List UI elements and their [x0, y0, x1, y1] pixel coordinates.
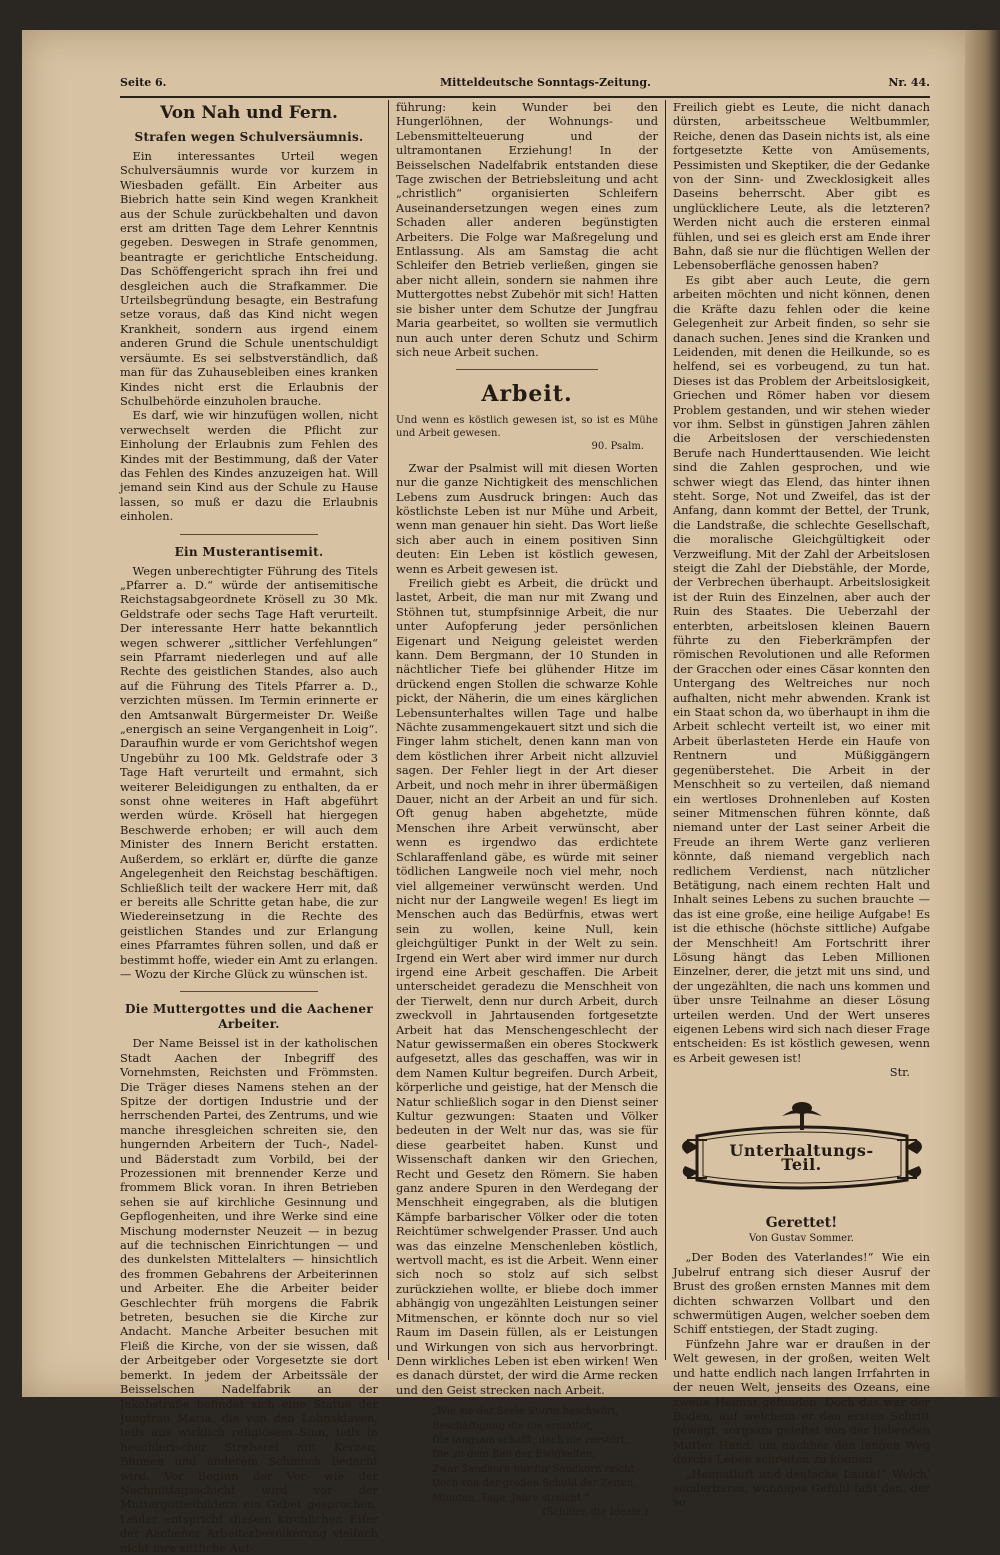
story-paragraph: „Heimatluft und deutsche Laute!“ Welch' sonderbares, wonniges Gefühl faßt den, der so — [673, 1466, 930, 1510]
section-title: Von Nah und Fern. — [160, 103, 338, 123]
header-rule — [120, 96, 930, 98]
article-paragraph: Es darf, wie wir hinzufügen wollen, nicht verwechselt werden die Pflicht zur Einholung der Erlaubnis zum Fehlen des Kindes mit der Bestimmung, daß der Vater das Fehlen des Kindes anzuzeigen hat. Will jemand sein Kind aus der Schule zu Hause lassen, so muß er dazu die Erlaubnis einholen. — [120, 408, 378, 524]
banner-title: Unterhaltungs-Teil. — [729, 1140, 874, 1175]
poem-quote — [432, 1405, 658, 1520]
article-paragraph: Wegen unberechtigter Führung des Titels „Pfarrer a. D.“ würde der antisemitische Reichstagsabgeordnete Krösell zu 30 Mk. Geldstrafe oder sechs Tage Haft verurteilt. Der interessante Herr hatte bekanntlich wegen schwerer „sittlicher Verfehlungen“ sein Pfarramt niederlegen und auf alle Rechte des geistlichen Standes, also auch auf die Führung des Titels Pfarrer a. D., verzichten müssen. Im Termin erinnerte er den Amtsanwalt Bürgermeister Dr. Weiße „energisch an seine Vergangenheit in Loig“. Daraufhin wurde er vom Gerichtshof wegen Ungebühr zu 100 Mk. Geldstrafe oder 3 Tage Haft verurteilt und ermahnt, sich weiterer Beleidigungen zu enthalten, da er sonst ohne weiteres in Haft abgeführt werden würde. Krösell hat hiergegen Beschwerde erhoben; er will auch dem Minister des Innern Bericht erstatten. Außerdem, so erklärt er, dürfte die ganze Angelegenheit den Reichstag beschäftigen. Schließlich teilt der wackere Herr mit, daß er bereits alle Schritte getan habe, die zur Wiedereinsetzung in die Rechte des geistlichen Standes und zur Erlangung eines Pfarramtes führen sollen, und daß er bestimmt hoffe, wieder ein Amt zu erlangen. — Wozu der Kirche Glück zu wünschen ist. — [120, 563, 378, 981]
epigraph: Und wenn es köstlich gewesen ist, so ist es Mühe und Arbeit gewesen. — [396, 415, 658, 440]
story-paragraph: Fünfzehn Jahre war er draußen in der Welt gewesen, in der großen, weiten Welt und hatte endlich nach langen Irrfahrten in der neuen Welt, jenseits des Ozeans, eine zweite Heimat gefunden. Doch das war der Boden, auf welchem er den ersten Schritt gewagt, sorgsam geleitet von der liebenden Mutter Hand, um nachher den langen Weg durchs Leben schreiten zu können. — [673, 1336, 930, 1467]
article-paragraph: Der Name Beissel ist in der katholischen Stadt Aachen der Inbegriff des Vornehmsten, Reichsten und Frömmsten. Die Träger dieses Namens stehen an der Spitze der dortigen Industrie und der herrschenden Partei, des Zentrums, und wie manche ihresgleichen schreiten sie, den hungernden Arbeitern der Tuch-, Nadel- und Bäderstadt zum Vorbild, bei der Prozessionen mit brennender Kerze und frommem Blick voran. In ihren Betrieben sehen sie auf kirchliche Gesinnung und Gepflogenheiten, und ihre Werke sind eine Mischung modernster Neuzeit — in bezug auf die technischen Einrichtungen — und des dunkelsten Mittelalters — hinsichtlich des frommen Gebahrens der Arbeiterinnen und Arbeiter. Ehe die Arbeiter beider Geschlechter früh morgens die Fabrik betreten, besuchen sie die Kirche zur Andacht. Manche Arbeiter besuchen mit Fleiß die Kirche, von der sie wissen, daß der Arbeitgeber oder Vorgesetzte sie dort bemerkt. In jedem der Arbeitssäle der Beisselschen Nadelfabrik an der Jakobstraße befindet sich eine Statue der Jungfrau Maria, die von den Lohnsklaven, teils aus wirklich religiösem Sinn, teils in heuchlerischer Streberei mit Kerzen, Blumen und anderem Schmuck bedacht wird. Vor Beginn der Vor- wie der Nachmittagsschicht wird vor der Muttergottesbildern ein Gebet gesprochen. Leider entspricht diesem kirchlichen Eifer der Aachener Arbeiterbevölkerung vielfach nicht ihre sittliche Auf- — [120, 1036, 378, 1555]
article-title-musterantisemit: Ein Musterantisemit. — [174, 544, 324, 559]
page-number: Seite 6. — [120, 76, 167, 89]
poem-line: Beschäftigung die nie ermattet, — [432, 1420, 593, 1432]
poem-line: Die zu dem Bau der Ewigkeiten, — [432, 1449, 596, 1461]
article-divider — [180, 534, 318, 535]
poem-line: Zwar Sandkorn nur für Sandkorn reicht, — [432, 1463, 638, 1475]
poem-source: (Schiller, die Ideale.) — [542, 1506, 648, 1518]
issue-number: Nr. 44. — [888, 76, 930, 89]
article-divider — [456, 369, 598, 370]
article-paragraph: Zwar der Psalmist will mit diesen Worten nur die ganze Nichtigkeit des menschlichen Lebens zum Ausdruck bringen: Auch das köstlichste Leben ist nur Mühe und Arbeit, wenn man genauer hin sieht. Das Wort ließe sich aber auch in einem positiven Sinn deuten: Ein Leben ist köstlich gewesen, wenn es Arbeit gewesen ist. — [396, 460, 658, 576]
poem-line: Die langsam schafft, doch nie zerstört, — [432, 1434, 629, 1446]
column-1 — [120, 100, 378, 1555]
book-gutter — [965, 30, 1000, 1397]
article-divider — [180, 991, 318, 992]
column-2 — [396, 100, 658, 1518]
newspaper-title: Mitteldeutsche Sonntags-Zeitung. — [440, 76, 651, 89]
article-paragraph: Ein interessantes Urteil wegen Schulversäumnis wurde vor kurzem in Wiesbaden gefällt. Ein Arbeiter aus Biebrich hatte sein Kind wegen Krankheit aus der Schule zurückbehalten und davon erst am dritten Tage dem Lehrer Kenntnis gegeben. Deswegen in Strafe genommen, beantragte er gerichtliche Entscheidung. Das Schöffengericht sprach ihn frei und desgleichen auch die Strafkammer. Die Urteilsbegründung besagte, ein Bestrafung setze voraus, daß das Kind nicht wegen Krankheit, sondern aus irgend einem anderen Grund die Schule unentschuldigt versäumte. Es sei selbstverständlich, daß man für das Zuhausebleiben eines kranken Kindes nicht erst die Erlaubnis der Schulbehörde einzuholen brauche. — [120, 149, 378, 408]
article-title-arbeit: Arbeit. — [481, 381, 573, 408]
column-3 — [673, 100, 930, 1510]
article-signature: Str. — [889, 1065, 910, 1080]
story-paragraph: „Der Boden des Vaterlandes!“ Wie ein Jubelruf entrang sich dieser Ausruf der Brust des großen ernsten Mannes mit dem dichten schwarzen Vollbart und den schwermütigen Augen, welcher soeben dem Schiff entstiegen, der Stadt zuging. — [673, 1250, 930, 1337]
column-rule-2 — [665, 100, 666, 1360]
epigraph-source: 90. Psalm. — [591, 441, 644, 453]
story-author: Von Gustav Sommer. — [749, 1233, 854, 1245]
poem-line: Minuten, Tage, Jahre streicht.“ — [432, 1492, 590, 1504]
poem-line: „Wie sie der Seele Sturm beschwört, — [432, 1406, 619, 1418]
article-paragraph: Freilich giebt es Arbeit, die drückt und lastet, Arbeit, die man nur mit Zwang und Stöhnen tut, stumpfsinnige Arbeit, die nur unter Aufopferung jeder persönlichen Eigenart und Neigung geleistet werden kann. Dem Bergmann, der 10 Stunden in nächtlicher Tiefe bei glühender Hitze im drückend engen Stollen die schwarze Kohle pickt, der Näherin, die um eines kärglichen Lebensunterhaltes willen Tage und halbe Nächte zusammengekauert sitzt und sich die Finger lahm stichelt, denen kann man von dem köstlichen ihrer Arbeit nicht allzuviel sagen. Der Fehler liegt in der Art dieser Arbeit, und noch mehr in ihrer übermäßigen Dauer, nicht an der Arbeit an und für sich. Oft genug haben abgehetzte, müde Menschen ihre Arbeit verwünscht, aber wenn es irgendwo das erdichtete Schlaraffenland gäbe, es würde mit seiner tödlichen Langweile noch viel mehr, noch viel allgemeiner verwünscht werden. Und nicht nur der Langweile wegen! Es liegt im Menschen auch das Bedürfnis, etwas wert sein zu wollen, keine Null, kein gleichgültiger Punkt in der Welt zu sein. Irgend ein Wert aber wird immer nur durch irgend eine Arbeit geschaffen. Die Arbeit unterscheidet geradezu die Menschheit von der Tierwelt, denn nur durch Arbeit, durch zweckvoll in Jahrtausenden fortgesetzte Arbeit hat das Menschengeschlecht der Natur gewissermaßen ein oberes Stockwerk aufgesetzt, alles das geschaffen, was wir in dem Namen Kultur begreifen. Durch Arbeit, körperliche und geistige, hat der Mensch die Natur schließlich sogar in den Dienst seiner Kultur gezwungen: Staaten und Völker bedeuten in der Welt nur das, was sie für diese gearbeitet haben. Kunst und Wissenschaft danken wir den Griechen, Recht und Gesetz den Römern. Sie haben ganz andere Spuren in den Werdegang der Menschheit eingegraben, als die blutigen Kämpfe barbarischer Völker oder die toten Reichtümer schwelgender Prasser. Und auch was das einzelne Menschenleben köstlich, wertvoll macht, es ist die Arbeit. Wenn einer sich noch so stolz auf sich selbst zurückziehen wollte, er bliebe doch immer abhängig von ungezählten Leistungen seiner Mitmenschen, er könnte doch nur so viel Raum im Dasein füllen, als er Leistungen und Wirkungen von sich aus hervorbringt. Denn wirkliches Leben ist eben wirken! Wen es danach dürstet, der wird die Arme recken und den Geist strecken nach Arbeit. — [396, 575, 658, 1397]
article-continuation: Freilich giebt es Leute, die nicht danach dürsten, arbeitsscheue Weltbummler, Reiche, denen das Dasein nichts ist, als eine fortgesetzte Kette von Amüsements, Pessimisten und Skeptiker, die der Gedanke von der Sinn- und Zwecklosigkeit alles Daseins beherrscht. Aber gibt es unglücklichere Leute, als die letzteren? Werden nicht auch die ersteren einmal fühlen, und sei es gleich erst am Ende ihrer Bahn, daß sie nur die flüchtigen Wellen der Lebensoberfläche genossen haben? — [673, 100, 930, 273]
article-continuation: führung: kein Wunder bei den Hungerlöhnen, der Wohnungs- und Lebensmittelteuerung und der ultramontanen Erziehung! In der Beisselschen Nadelfabrik entstanden diese Tage zwischen der Betriebsleitung und acht „christlich“ organisierten Schleifern Auseinandersetzungen wegen eines zum Schaden aller anderen begünstigten Arbeiters. Die Folge war Maßregelung und Entlassung. Als am Samstag die acht Schleifer den Betrieb verließen, gingen sie aber nicht allein, sondern sie nahmen ihre Muttergottes nebst Zubehör mit sich! Hatten sie bisher unter dem Schutze der Jungfrau Maria gearbeitet, so wollten sie vermutlich nun auch unter deren Schutz und Schirm sich neue Arbeit suchen. — [396, 100, 658, 359]
article-paragraph: Es gibt aber auch Leute, die gern arbeiten möchten und nicht können, denen die Kräfte dazu fehlen oder die keine Gelegenheit zur Arbeit finden, so sehr sie danach suchen. Jenes sind die Kranken und Leidenden, mit denen die Heilkunde, so es helfend, sei es vorbeugend, zu tun hat. Dieses ist das Problem der Arbeitslosigkeit, Griechen und Römer haben vor diesem Problem gestanden, und wir stehen wieder vor ihm. Selbst in günstigen Jahren zählen die Arbeitslosen der verschiedensten Berufe nach Hunderttausenden. Wie leicht sind die Zahlen gesprochen, und wie schwer wiegt das Elend, das hinter ihnen steht. Sorge, Not und Zweifel, das ist der Anfang, dann kommt der Bettel, der Trunk, die Landstraße, die schlechte Gesellschaft, die moralische Gleichgültigkeit oder Verzweiflung. Mit der Zahl der Arbeitslosen steigt die Zahl der Diebstähle, der Morde, der Verbrechen überhaupt. Arbeitslosigkeit ist der Ruin des Einzelnen, aber auch der Ruin des Staates. Die Ueberzahl der enterbten, arbeitslosen kleinen Bauern führte zu den Fieberkrämpfen der römischen Revolutionen und alle Reformen der Gracchen oder eines Cäsar konnten den Untergang des Weltreiches nur noch aufhalten, nicht mehr abwenden. Krank ist ein Staat schon da, wo überhaupt in ihm die Arbeit schlecht verteilt ist, wo einer mit Arbeit überlasteten Herde ein Haufe von Rentnern und Müßiggängern gegenüberstehet. Die Arbeit in der Menschheit so zu verteilen, daß niemand ein wertloses Drohnenleben auf Kosten seiner Mitmenschen führen könnte, daß niemand unter der Last seiner Arbeit die Freude an ihrem Werte ganz verlieren könnte, daß niemand vergeblich nach redlichem Verdienst, nach nützlicher Betätigung, nach einem rechten Halt und Inhalt seines Lebens zu suchen brauchte — das ist eine große, eine heilige Aufgabe! Es ist die ethische (höchste sittliche) Aufgabe der Menschheit! Am Fortschritt ihrer Lösung hängt das Leben Millionen Einzelner, derer, die jetzt mit uns sind, und der ungezählten, die nach uns kommen und über unsre Teilnahme an dieser Lösung urteilen werden. Und der Wert unseres eigenen Lebens wird sich nach dieser Frage entscheiden: Es ist köstlich gewesen, wenn es Arbeit gewesen ist! — [673, 272, 930, 1065]
story-title: Gerettet! — [765, 1214, 838, 1231]
article-title-schulversaeumnis: Strafen wegen Schulversäumnis. — [134, 130, 364, 144]
section-banner — [677, 1096, 927, 1206]
article-title-muttergottes: Die Muttergottes und die Aachener Arbeiter. — [125, 1002, 373, 1032]
poem-line: Doch von der großen Schuld der Zeiten, — [432, 1478, 637, 1490]
page-header — [120, 76, 930, 98]
column-rule-1 — [388, 100, 389, 1360]
